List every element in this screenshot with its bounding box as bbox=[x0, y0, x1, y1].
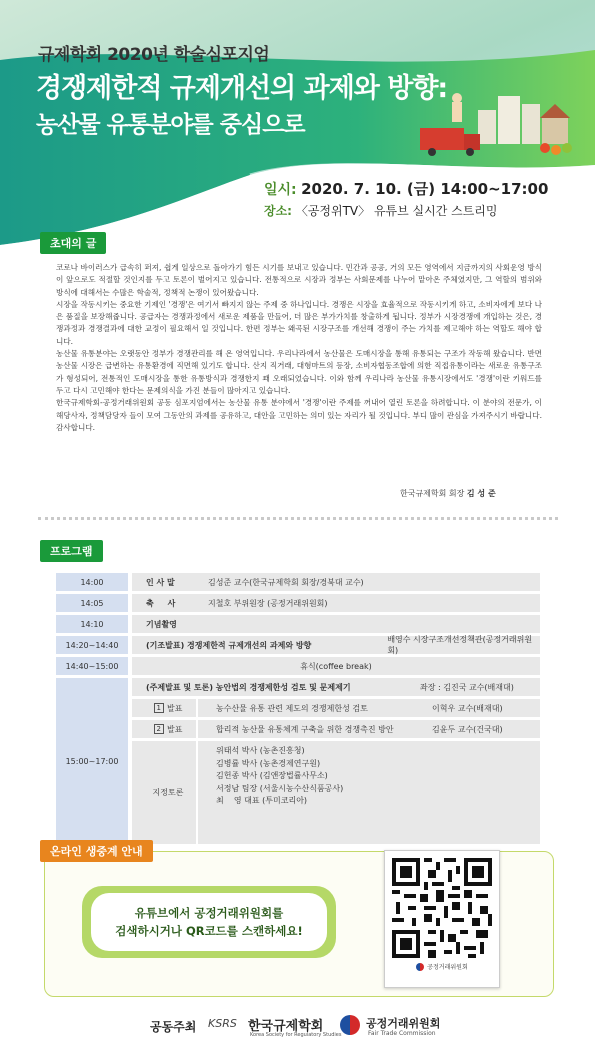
row-label: 인 사 말 bbox=[146, 577, 175, 587]
row-label: 축 사 bbox=[146, 598, 176, 608]
instruction-text bbox=[91, 893, 327, 951]
row-content bbox=[132, 573, 540, 591]
talk-tag-label: 발표 bbox=[167, 703, 183, 713]
panel-list bbox=[216, 745, 343, 808]
instruction-line1: 유튜브에서 공정거래위원회를 bbox=[134, 906, 284, 920]
panelist: 최 영 대표 (투미코리아) bbox=[216, 796, 308, 805]
government-emblem-icon bbox=[416, 963, 424, 971]
ksrs-english: Korea Society for Regulatory Studies bbox=[250, 1032, 342, 1038]
session-title: (주제발표 및 토론) 농안법의 경쟁제한성 검토 및 문제제기 bbox=[146, 682, 351, 692]
panelist: 김병률 박사 (농촌경제연구원) bbox=[216, 758, 321, 768]
signature-title: 한국규제학회 회장 bbox=[400, 489, 465, 498]
date-label: 일시: bbox=[264, 182, 297, 198]
cohost-label: 공동주최 bbox=[150, 1020, 197, 1034]
talk-speaker: 김윤두 교수(건국대) bbox=[432, 724, 503, 734]
panel-block bbox=[132, 741, 540, 844]
program-row bbox=[56, 573, 540, 591]
row-label: 기념촬영 bbox=[146, 619, 177, 629]
row-time: 14:10 bbox=[56, 615, 128, 633]
event-title-line1: 경쟁제한적 규제개선의 과제와 방향: bbox=[36, 73, 448, 104]
online-badge: 온라인 생중계 안내 bbox=[40, 840, 153, 862]
row-detail: 지철호 부위원장 (공정거래위원회) bbox=[208, 598, 328, 608]
ksrs-logo-mark: KSRS bbox=[208, 1017, 237, 1030]
talk-tag bbox=[142, 699, 194, 717]
event-date bbox=[264, 178, 548, 199]
session-time: 15:00~17:00 bbox=[56, 678, 128, 844]
invitation-letter bbox=[56, 262, 542, 434]
letter-signature bbox=[400, 488, 496, 499]
qr-code-card[interactable] bbox=[384, 850, 500, 988]
row-content bbox=[132, 594, 540, 612]
talk-row bbox=[132, 720, 540, 738]
ksrs-name: 한국규제학회 bbox=[248, 1019, 324, 1034]
session-header bbox=[132, 678, 540, 696]
panelist: 위태석 박사 (농촌진흥청) bbox=[216, 746, 305, 755]
program-row bbox=[56, 615, 540, 633]
letter-paragraph: 시장을 작동시키는 중요한 기제인 '경쟁'은 여기서 빠지지 않는 주제 중 하나입니다. 경쟁은 시장을 효율적으로 작동시키게 하고, 소비자에게 보다 나은 품질을 보장해줍니다. 공급자는 경쟁과정에서 새로운 제품을 만들어, 더 많은 부가가치를 창출하게 됩니다. 정부가 시장경쟁에 개입하는 것은, 경쟁과정과 경쟁결과에 대한 교정이 필요해서 일 것입니다. 한편 정부는 왜곡된 시장구조를 개선해 경쟁이 주는 가치를 제고해야 하는 역할도 해야 합니다. bbox=[56, 299, 542, 346]
talk-row bbox=[132, 699, 540, 717]
symposium-subtitle: 규제학회 2020년 학술심포지엄 bbox=[38, 45, 270, 65]
column-separator bbox=[196, 699, 198, 844]
row-detail: 휴식(coffee break) bbox=[300, 661, 372, 671]
qr-caption-text: 공정거래위원회 bbox=[427, 964, 468, 971]
row-content bbox=[132, 636, 540, 654]
talk-speaker: 이혁우 교수(배재대) bbox=[432, 703, 503, 713]
signature-name: 김 성 준 bbox=[466, 489, 496, 498]
panelist: 서정남 팀장 (서울시농수산식품공사) bbox=[216, 783, 344, 793]
talk-number: 1 bbox=[154, 703, 164, 713]
ftc-emblem-icon bbox=[340, 1015, 360, 1035]
date-value: 2020. 7. 10. (금) 14:00~17:00 bbox=[301, 180, 549, 198]
talk-tag bbox=[142, 720, 194, 738]
talk-tag-label: 발표 bbox=[167, 724, 183, 734]
talk-number: 2 bbox=[154, 724, 164, 734]
program-row bbox=[56, 594, 540, 612]
ftc-name: 공정거래위원회 bbox=[366, 1017, 441, 1030]
instruction-line2: 검색하시거나 QR코드를 스캔하세요! bbox=[115, 924, 303, 938]
panel-label: 지정토론 bbox=[152, 788, 184, 797]
online-instruction bbox=[82, 886, 336, 958]
row-content bbox=[132, 657, 540, 675]
row-detail: 배영수 시장구조개선정책관(공정거래위원회) bbox=[387, 635, 533, 655]
qr-caption bbox=[385, 962, 499, 971]
row-time: 14:20~14:40 bbox=[56, 636, 128, 654]
talk-topic: 합리적 농산물 유통체계 구축을 위한 경쟁촉진 방안 bbox=[216, 724, 394, 734]
letter-paragraph: 코로나 바이러스가 급속히 퍼져, 쉽게 일상으로 돌아가기 힘든 시기를 보내고 있습니다. 민간과 공공, 거의 모든 영역에서 지금까지의 사회운영 방식이 앞으로도 적절할 것인지를 두고 토론이 벌어지고 있습니다. 전통적으로 시장과 정부는 사회문제를 나누어 맡아온 주체였지만, 그 역할의 범위와 방식에 대해서는 수많은 학술적, 정책적 논쟁이 있어왔습니다. bbox=[56, 263, 542, 297]
location-label: 장소: bbox=[264, 204, 292, 218]
program-row bbox=[56, 657, 540, 675]
row-content bbox=[132, 615, 540, 633]
talk-topic: 농수산물 유통 관련 제도의 경쟁제한성 검토 bbox=[216, 703, 368, 713]
program-badge: 프로그램 bbox=[40, 540, 103, 562]
program-row bbox=[56, 636, 540, 654]
event-title-line2: 농산물 유통분야를 중심으로 bbox=[36, 112, 305, 138]
location-value: 〈공정위TV〉 유튜브 실시간 스트리밍 bbox=[295, 204, 498, 218]
row-time: 14:05 bbox=[56, 594, 128, 612]
row-time: 14:40~15:00 bbox=[56, 657, 128, 675]
qr-code[interactable] bbox=[392, 858, 492, 958]
ftc-english: Fair Trade Commission bbox=[368, 1030, 436, 1037]
row-detail: 김성준 교수(한국규제학회 회장/경북대 교수) bbox=[208, 577, 364, 587]
row-time: 14:00 bbox=[56, 573, 128, 591]
letter-paragraph: 한국규제학회-공정거래위원회 공동 심포지엄에서는 농산물 유통 분야에서 '경쟁'이란 주제를 꺼내어 열린 토론을 하려합니다. 이 분야의 전문가, 이해당사자, 정책담당자 들이 모여 그동안의 과제를 공유하고, 대안을 고민하는 의미 있는 자리가 될 것입니다. 부디 많이 관심을 가져주시기 바랍니다. 감사합니다. bbox=[56, 398, 542, 432]
event-location bbox=[264, 202, 498, 219]
letter-paragraph: 농산물 유통분야는 오랫동안 정부가 경쟁관리를 해 온 영역입니다. 우리나라에서 농산물은 도매시장을 통해 유통되는 구조가 작동해 왔습니다. 반면 농산물 시장은 급변하는 유통환경에 직면해 있기도 합니다. 산지 직거래, 대형마트의 등장, 소비자협동조합에 의한 직접유통이라는 새로운 유통구조가 형성되어, 전통적인 도매시장을 통한 유통방식과 경쟁한지 꽤 오래되었습니다. 이와 함께 우리나라 농산물 유통시장에서도 '경쟁'이란 키워드를 두고 다시 고민해야 한다는 문제의식을 가진 분들이 많아지고 있습니다. bbox=[56, 349, 542, 395]
panelist: 김헌종 박사 (김앤장법률사무소) bbox=[216, 771, 328, 780]
invitation-badge: 초대의 글 bbox=[40, 232, 106, 254]
section-divider bbox=[38, 517, 558, 520]
row-label: (기조발표) 경쟁제한적 규제개선의 과제와 방향 bbox=[146, 640, 312, 650]
header-banner bbox=[0, 0, 595, 250]
session-chair: 좌장 : 김진국 교수(배재대) bbox=[420, 682, 514, 692]
